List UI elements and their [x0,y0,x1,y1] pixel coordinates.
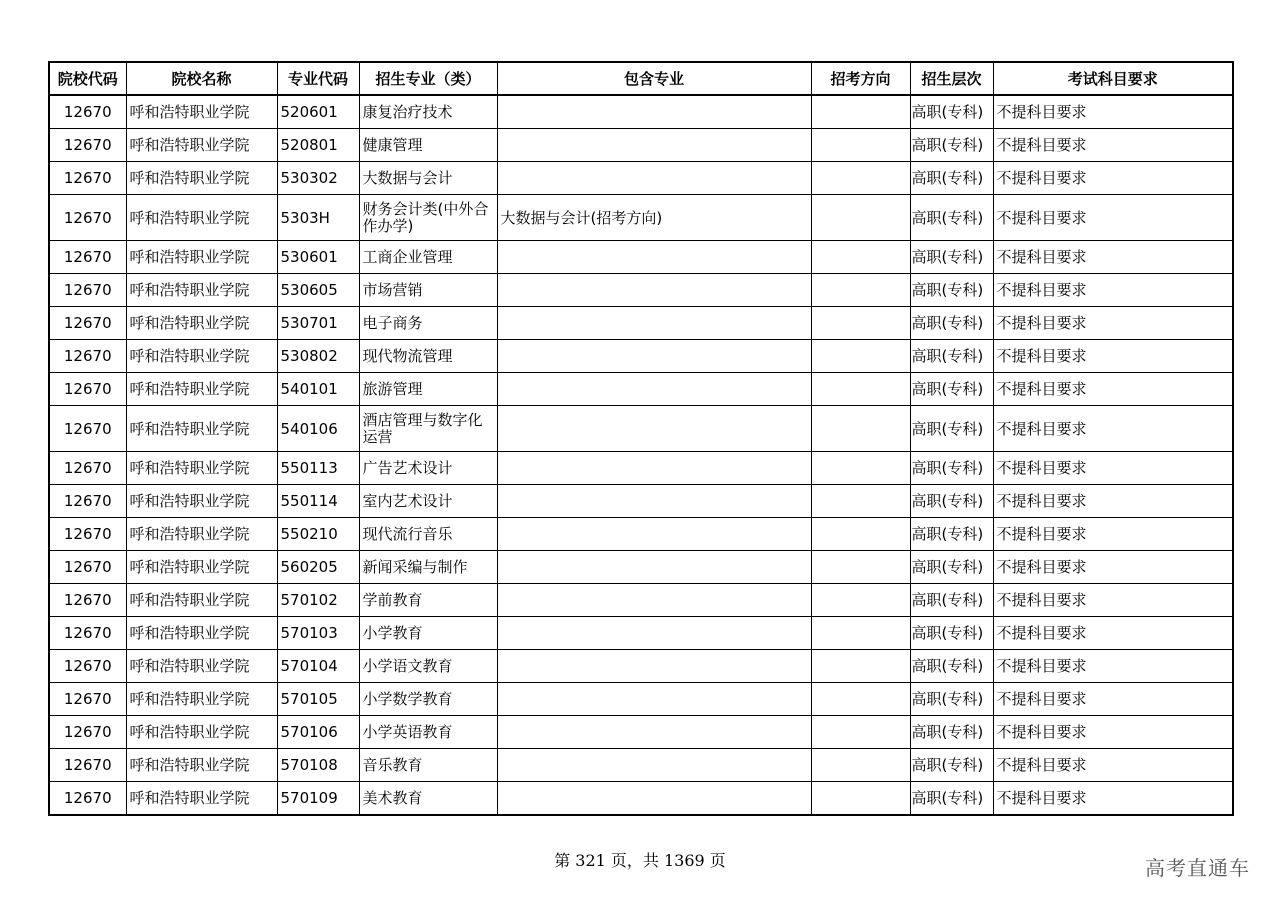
included-majors-cell [497,683,811,716]
school-name-cell: 呼和浩特职业学院 [126,749,277,782]
school-code-cell: 12670 [49,782,126,816]
column-header: 院校名称 [126,62,277,95]
major-name-cell: 小学语文教育 [359,650,497,683]
direction-cell [811,551,910,584]
included-majors-cell [497,749,811,782]
major-name-cell: 大数据与会计 [359,162,497,195]
direction-cell [811,129,910,162]
included-majors-cell [497,129,811,162]
table-row [49,584,1233,617]
major-name-cell: 室内艺术设计 [359,485,497,518]
direction-cell [811,650,910,683]
direction-cell [811,518,910,551]
school-name-cell: 呼和浩特职业学院 [126,274,277,307]
direction-cell [811,162,910,195]
table-row [49,373,1233,406]
table-row [49,782,1233,816]
level-cell: 高职(专科) [910,716,993,749]
column-header: 考试科目要求 [993,62,1233,95]
major-name-cell: 现代物流管理 [359,340,497,373]
table-row [49,683,1233,716]
included-majors-cell [497,452,811,485]
major-name-cell: 健康管理 [359,129,497,162]
level-cell: 高职(专科) [910,584,993,617]
level-cell: 高职(专科) [910,518,993,551]
direction-cell [811,373,910,406]
school-code-cell: 12670 [49,195,126,241]
school-code-cell: 12670 [49,241,126,274]
school-name-cell: 呼和浩特职业学院 [126,241,277,274]
included-majors-cell: 大数据与会计(招考方向) [497,195,811,241]
school-code-cell: 12670 [49,518,126,551]
subject-requirement-cell: 不提科目要求 [993,485,1233,518]
level-cell: 高职(专科) [910,129,993,162]
major-code-cell: 530701 [277,307,359,340]
table-row [49,617,1233,650]
level-cell: 高职(专科) [910,617,993,650]
table-row [49,307,1233,340]
school-name-cell: 呼和浩特职业学院 [126,683,277,716]
school-name-cell: 呼和浩特职业学院 [126,95,277,129]
subject-requirement-cell: 不提科目要求 [993,162,1233,195]
major-name-cell: 电子商务 [359,307,497,340]
level-cell: 高职(专科) [910,95,993,129]
school-code-cell: 12670 [49,373,126,406]
subject-requirement-cell: 不提科目要求 [993,782,1233,816]
major-code-cell: 570105 [277,683,359,716]
major-code-cell: 530802 [277,340,359,373]
major-code-cell: 5303H [277,195,359,241]
school-code-cell: 12670 [49,406,126,452]
column-header: 专业代码 [277,62,359,95]
admissions-table [48,61,1234,816]
subject-requirement-cell: 不提科目要求 [993,749,1233,782]
level-cell: 高职(专科) [910,241,993,274]
major-code-cell: 550113 [277,452,359,485]
major-code-cell: 570109 [277,782,359,816]
level-cell: 高职(专科) [910,650,993,683]
school-code-cell: 12670 [49,716,126,749]
included-majors-cell [497,406,811,452]
school-code-cell: 12670 [49,452,126,485]
table-row [49,551,1233,584]
subject-requirement-cell: 不提科目要求 [993,274,1233,307]
major-code-cell: 540101 [277,373,359,406]
school-name-cell: 呼和浩特职业学院 [126,406,277,452]
subject-requirement-cell: 不提科目要求 [993,95,1233,129]
major-name-cell: 音乐教育 [359,749,497,782]
subject-requirement-cell: 不提科目要求 [993,518,1233,551]
direction-cell [811,683,910,716]
direction-cell [811,95,910,129]
table-header-row [49,62,1233,95]
table-row [49,129,1233,162]
watermark: 高考直通车 [1145,856,1250,880]
included-majors-cell [497,551,811,584]
table-row [49,716,1233,749]
table-row [49,241,1233,274]
table-row [49,340,1233,373]
major-code-cell: 570104 [277,650,359,683]
subject-requirement-cell: 不提科目要求 [993,406,1233,452]
school-code-cell: 12670 [49,95,126,129]
school-name-cell: 呼和浩特职业学院 [126,584,277,617]
school-name-cell: 呼和浩特职业学院 [126,373,277,406]
school-code-cell: 12670 [49,162,126,195]
major-code-cell: 520601 [277,95,359,129]
level-cell: 高职(专科) [910,406,993,452]
included-majors-cell [497,340,811,373]
major-name-cell: 酒店管理与数字化运营 [359,406,497,452]
school-code-cell: 12670 [49,617,126,650]
major-name-cell: 小学数学教育 [359,683,497,716]
major-code-cell: 530601 [277,241,359,274]
table-row [49,485,1233,518]
subject-requirement-cell: 不提科目要求 [993,129,1233,162]
table-row [49,95,1233,129]
level-cell: 高职(专科) [910,195,993,241]
school-code-cell: 12670 [49,340,126,373]
direction-cell [811,195,910,241]
table-row [49,195,1233,241]
major-name-cell: 广告艺术设计 [359,452,497,485]
page-number: 第 321 页，共 1369 页 [554,851,726,870]
major-code-cell: 570108 [277,749,359,782]
school-name-cell: 呼和浩特职业学院 [126,617,277,650]
school-code-cell: 12670 [49,749,126,782]
major-name-cell: 旅游管理 [359,373,497,406]
column-header: 包含专业 [497,62,811,95]
school-name-cell: 呼和浩特职业学院 [126,650,277,683]
subject-requirement-cell: 不提科目要求 [993,716,1233,749]
included-majors-cell [497,617,811,650]
level-cell: 高职(专科) [910,782,993,816]
major-name-cell: 康复治疗技术 [359,95,497,129]
level-cell: 高职(专科) [910,340,993,373]
direction-cell [811,452,910,485]
school-name-cell: 呼和浩特职业学院 [126,716,277,749]
school-name-cell: 呼和浩特职业学院 [126,782,277,816]
school-code-cell: 12670 [49,129,126,162]
direction-cell [811,584,910,617]
major-code-cell: 550210 [277,518,359,551]
major-name-cell: 小学英语教育 [359,716,497,749]
included-majors-cell [497,584,811,617]
table-row [49,518,1233,551]
included-majors-cell [497,650,811,683]
major-name-cell: 小学教育 [359,617,497,650]
school-name-cell: 呼和浩特职业学院 [126,129,277,162]
major-code-cell: 530605 [277,274,359,307]
major-name-cell: 新闻采编与制作 [359,551,497,584]
subject-requirement-cell: 不提科目要求 [993,584,1233,617]
school-name-cell: 呼和浩特职业学院 [126,340,277,373]
level-cell: 高职(专科) [910,274,993,307]
included-majors-cell [497,782,811,816]
major-name-cell: 美术教育 [359,782,497,816]
school-code-cell: 12670 [49,274,126,307]
subject-requirement-cell: 不提科目要求 [993,551,1233,584]
direction-cell [811,274,910,307]
school-name-cell: 呼和浩特职业学院 [126,485,277,518]
level-cell: 高职(专科) [910,307,993,340]
school-name-cell: 呼和浩特职业学院 [126,551,277,584]
level-cell: 高职(专科) [910,683,993,716]
subject-requirement-cell: 不提科目要求 [993,650,1233,683]
major-code-cell: 560205 [277,551,359,584]
table-body [49,95,1233,815]
school-code-cell: 12670 [49,650,126,683]
direction-cell [811,716,910,749]
column-header: 招考方向 [811,62,910,95]
subject-requirement-cell: 不提科目要求 [993,683,1233,716]
included-majors-cell [497,95,811,129]
major-code-cell: 550114 [277,485,359,518]
direction-cell [811,406,910,452]
included-majors-cell [497,716,811,749]
school-name-cell: 呼和浩特职业学院 [126,452,277,485]
table-row [49,162,1233,195]
level-cell: 高职(专科) [910,485,993,518]
school-code-cell: 12670 [49,584,126,617]
school-code-cell: 12670 [49,485,126,518]
school-name-cell: 呼和浩特职业学院 [126,518,277,551]
column-header: 院校代码 [49,62,126,95]
included-majors-cell [497,241,811,274]
direction-cell [811,782,910,816]
included-majors-cell [497,274,811,307]
table-row [49,452,1233,485]
direction-cell [811,485,910,518]
direction-cell [811,241,910,274]
table-row [49,274,1233,307]
major-code-cell: 520801 [277,129,359,162]
subject-requirement-cell: 不提科目要求 [993,340,1233,373]
major-name-cell: 工商企业管理 [359,241,497,274]
major-name-cell: 学前教育 [359,584,497,617]
school-code-cell: 12670 [49,551,126,584]
direction-cell [811,617,910,650]
subject-requirement-cell: 不提科目要求 [993,373,1233,406]
school-code-cell: 12670 [49,307,126,340]
major-code-cell: 570102 [277,584,359,617]
major-code-cell: 570106 [277,716,359,749]
major-code-cell: 540106 [277,406,359,452]
direction-cell [811,749,910,782]
included-majors-cell [497,162,811,195]
level-cell: 高职(专科) [910,373,993,406]
major-name-cell: 财务会计类(中外合作办学) [359,195,497,241]
subject-requirement-cell: 不提科目要求 [993,617,1233,650]
direction-cell [811,307,910,340]
school-name-cell: 呼和浩特职业学院 [126,195,277,241]
subject-requirement-cell: 不提科目要求 [993,241,1233,274]
level-cell: 高职(专科) [910,452,993,485]
included-majors-cell [497,518,811,551]
table-row [49,749,1233,782]
major-name-cell: 市场营销 [359,274,497,307]
included-majors-cell [497,373,811,406]
column-header: 招生专业（类） [359,62,497,95]
school-name-cell: 呼和浩特职业学院 [126,162,277,195]
table-row [49,406,1233,452]
level-cell: 高职(专科) [910,162,993,195]
subject-requirement-cell: 不提科目要求 [993,452,1233,485]
major-code-cell: 530302 [277,162,359,195]
direction-cell [811,340,910,373]
level-cell: 高职(专科) [910,551,993,584]
table-row [49,650,1233,683]
included-majors-cell [497,307,811,340]
level-cell: 高职(专科) [910,749,993,782]
major-code-cell: 570103 [277,617,359,650]
school-code-cell: 12670 [49,683,126,716]
included-majors-cell [497,485,811,518]
school-name-cell: 呼和浩特职业学院 [126,307,277,340]
subject-requirement-cell: 不提科目要求 [993,195,1233,241]
subject-requirement-cell: 不提科目要求 [993,307,1233,340]
major-name-cell: 现代流行音乐 [359,518,497,551]
column-header: 招生层次 [910,62,993,95]
